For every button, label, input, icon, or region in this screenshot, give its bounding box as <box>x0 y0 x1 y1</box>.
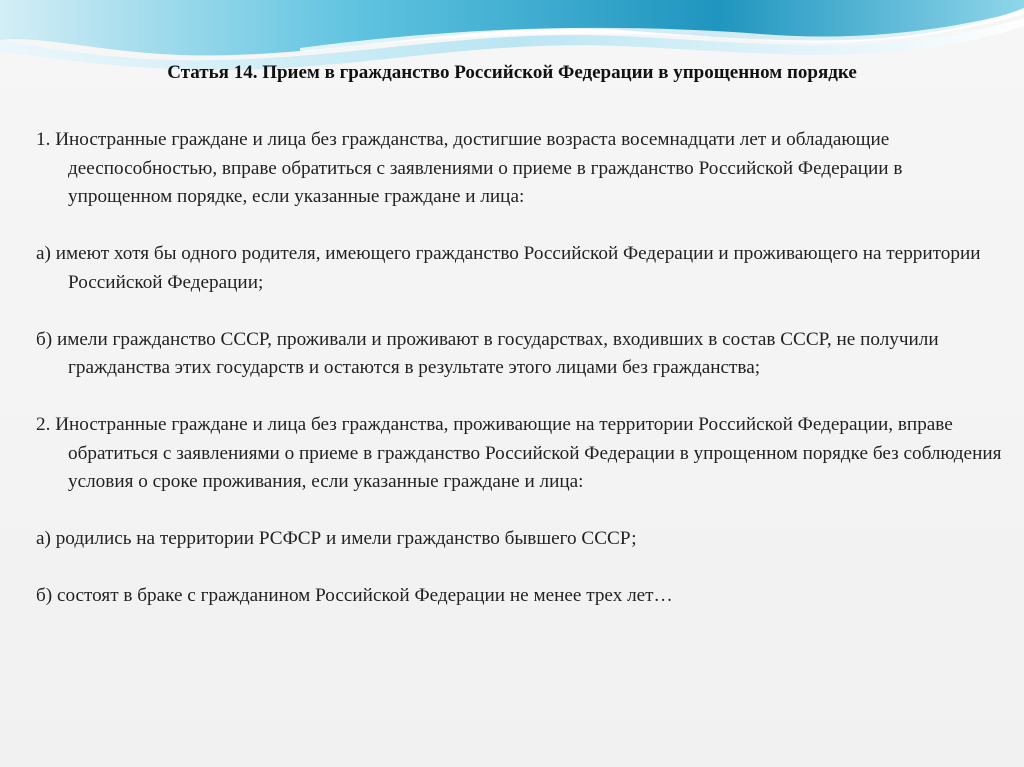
paragraph-1b: б) имели гражданство СССР, проживали и проживают в государствах, входивших в состав СССР, не получили гражданства этих государств и остаются в результате этого лицами без гражданства; <box>36 328 939 378</box>
paragraph-2b: б) состоят в браке с гражданином Российской Федерации не менее трех лет… <box>36 585 673 606</box>
paragraph-2a: а) родились на территории РСФСР и имели гражданство бывшего СССР; <box>36 528 637 549</box>
paragraph-1a: а) имеют хотя бы одного родителя, имеющего гражданство Российской Федерации и проживающего на территории Российской Федерации; <box>36 243 981 293</box>
paragraph-1: 1. Иностранные граждане и лица без гражданства, достигшие возраста восемнадцати лет и обладающие дееспособностью, вправе обратиться с заявлениями о приеме в гражданство Российской Федерации в упрощенном порядке, если указанные граждане и лица: <box>36 129 903 207</box>
slide-title: Статья 14. Прием в гражданство Российской Федерации в упрощенном порядке <box>167 62 857 83</box>
paragraph-2: 2. Иностранные граждане и лица без гражданства, проживающие на территории Российской Федерации, вправе обратиться с заявлениями о приеме в гражданство Российской Федерации в упрощенном порядке без соблюдения условия о сроке проживания, если указанные граждане и лица: <box>36 414 1002 492</box>
article-body <box>36 126 1011 611</box>
